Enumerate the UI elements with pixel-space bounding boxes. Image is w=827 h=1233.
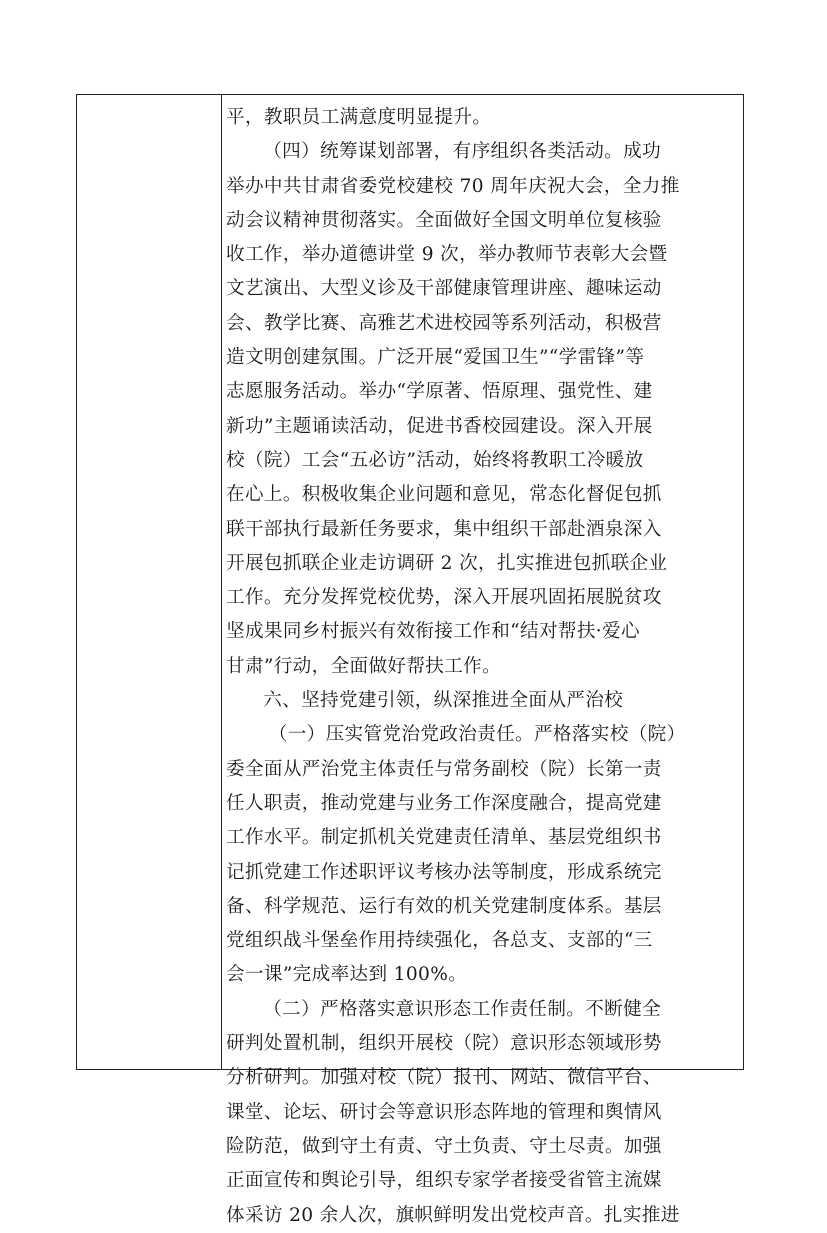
text-line: 开展包抓联企业走访调研 2 次，扎实推进包抓联企业: [226, 552, 668, 574]
text-line: 备、科学规范、运行有效的机关党建制度体系。基层: [226, 895, 662, 917]
text-line: 收工作，举办道德讲堂 9 次，举办教师节表彰大会暨: [226, 244, 668, 266]
text-line: 坚成果同乡村振兴有效衔接工作和“结对帮扶·爱心: [226, 621, 640, 643]
text-line: 记抓党建工作述职评议考核办法等制度，形成系统完: [226, 861, 662, 883]
text-line: 正面宣传和舆论引导，组织专家学者接受省管主流媒: [226, 1170, 662, 1192]
text-line: 会、教学比赛、高雅艺术进校园等系列活动，积极营: [226, 312, 662, 334]
text-line: 会一课”完成率达到 100%。: [226, 964, 468, 986]
text-line: 甘肃”行动，全面做好帮扶工作。: [226, 655, 502, 677]
text-line: 举办中共甘肃省委党校建校 70 周年庆祝大会，全力推: [226, 175, 680, 197]
text-line: 文艺演出、大型义诊及干部健康管理讲座、趣味运动: [226, 278, 662, 300]
text-line: 任人职责，推动党建与业务工作深度融合，提高党建: [226, 792, 662, 814]
text-line: 委全面从严治党主体责任与常务副校（院）长第一责: [226, 758, 662, 780]
text-line: 造文明创建氛围。广泛开展“爱国卫生”“学雷锋”等: [226, 347, 645, 369]
text-line: 研判处置机制，组织开展校（院）意识形态领域形势: [226, 1033, 662, 1055]
text-line: 体采访 20 余人次，旗帜鲜明发出党校声音。扎实推进: [226, 1204, 680, 1226]
text-line: 校（院）工会“五必访”活动，始终将教职工冷暖放: [226, 449, 644, 471]
text-line: 动会议精神贯彻落实。全面做好全国文明单位复核验: [226, 209, 662, 231]
table-frame: [76, 94, 744, 1226]
text-line: 联干部执行最新任务要求，集中组织干部赴酒泉深入: [226, 518, 662, 540]
text-line: 新功”主题诵读活动，促进书香校园建设。深入开展: [226, 415, 653, 437]
text-line: 在心上。积极收集企业问题和意见，常态化督促包抓: [226, 484, 662, 506]
text-line: 工作。充分发挥党校优势，深入开展巩固拓展脱贫攻: [226, 587, 662, 609]
text-line: 志愿服务活动。举办“学原著、悟原理、强党性、建: [226, 381, 653, 403]
text-line: （一）压实管党治党政治责任。严格落实校（院）: [268, 724, 686, 746]
text-line: 六、坚持党建引领，纵深推进全面从严治校: [263, 690, 624, 712]
text-line: 课堂、论坛、研讨会等意识形态阵地的管理和舆情风: [226, 1101, 662, 1123]
text-line: 险防范，做到守土有责、守土负责、守土尽责。加强: [226, 1135, 662, 1157]
text-line: （二）严格落实意识形态工作责任制。不断健全: [263, 998, 662, 1020]
content-cell: [222, 95, 743, 1226]
text-line: 党组织战斗堡垒作用持续强化，各总支、支部的“三: [226, 930, 653, 952]
text-line: 工作水平。制定抓机关党建责任清单、基层党组织书: [226, 827, 662, 849]
text-line: 分析研判。加强对校（院）报刊、网站、微信平台、: [226, 1067, 662, 1089]
text-line: 平，教职员工满意度明显提升。: [226, 107, 492, 128]
text-line: （四）统筹谋划部署，有序组织各类活动。成功: [263, 141, 662, 163]
